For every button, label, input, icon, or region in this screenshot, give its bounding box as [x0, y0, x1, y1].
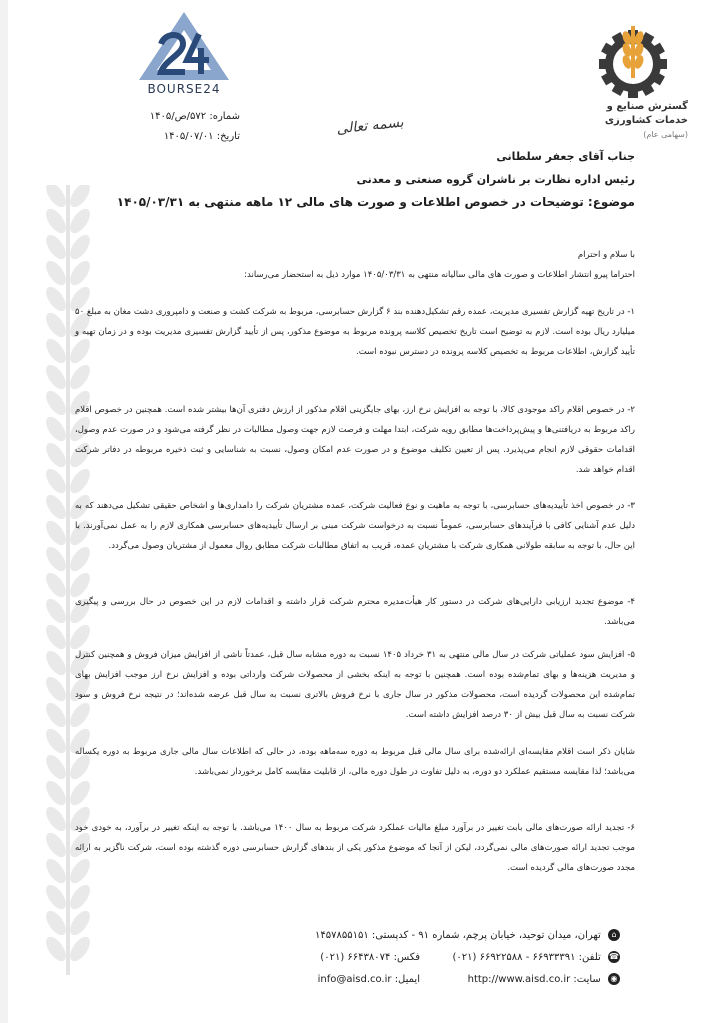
- recipient-title: رئیس اداره نظارت بر ناشران گروه صنعتی و معدنی: [356, 173, 635, 186]
- footer-email-value[interactable]: info@aisd.co.ir: [317, 974, 392, 985]
- basmala-heading: بسمه تعالی: [335, 114, 405, 138]
- body-paragraph-5: ۵- افزایش سود عملیاتی شرکت در سال مالی منتهی به ۳۱ خرداد ۱۴۰۵ نسبت به دوره مشابه سال قبل، عمدتاً ناشی از افزایش میزان فروش و همچنین کنترل و مدیریت هزینه‌ها و بهای تمام‌شده بوده است. همچنین با توجه به اینکه بخشی از محصولات شرکت وارداتی بوده و افزایش نرخ ارز موجب افزایش بهای تمام‌شده این محصولات گردیده است، محصولات مذکور در سال جاری با نرخ فروش بالاتری نسبت به سال قبل عرضه شده‌اند؛ در نتیجه نرخ فروش و سود شرکت نسبت به سال قبل بیش از ۳۰ درصد افزایش داشته است.: [75, 650, 635, 720]
- bourse24-logo-text: BOURSE24: [147, 82, 221, 96]
- body-paragraph-note: شایان ذکر است اقلام مقایسه‌ای ارائه‌شده برای سال مالی قبل مربوط به دوره سه‌ماهه بوده، در حالی که اطلاعات سال مالی جاری مربوط به دوره یکساله می‌باشد؛ لذا مقایسه مستقیم عملکرد دو دوره، به دلیل تفاوت در طول دوره مالی، از قابلیت مقایسه کامل برخوردار نمی‌باشد.: [75, 747, 635, 777]
- footer-phone-row: [290, 947, 620, 969]
- footer-site-label: سایت:: [573, 974, 601, 985]
- body-paragraph-1: ۱- در تاریخ تهیه گزارش تفسیری مدیریت، عمده رقم تشکیل‌دهنده بند ۶ گزارش حسابرسی، مربوط به شرکت کشت و صنعت و دامپروری دشت مغان به مبلغ ۵۰ میلیارد ریال بوده است. لازم به توضیح است تاریخ تخصیص کلاسه پرونده مربوط به موضوع مذکور، پس از تأیید گزارش تفسیری مدیریت بوده و در زمان تهیه و تأیید گزارش، اطلاعات مربوط به تخصیص کلاسه پرونده در دسترس نبوده است.: [75, 307, 635, 357]
- letterhead-footer: [290, 925, 620, 991]
- company-gear-logo: [585, 18, 681, 98]
- letter-intro: احتراما پیرو انتشار اطلاعات و صورت های مالی سالیانه منتهی به ۱۴۰۵/۰۳/۳۱ موارد ذیل به استحضار می‌رساند:: [244, 270, 635, 280]
- page-edge-strip: [0, 0, 8, 1023]
- footer-web-row: [290, 969, 620, 991]
- company-type: (سهامی عام): [643, 130, 688, 139]
- letter-date: [150, 131, 240, 142]
- footer-phone-value: ۶۶۹۳۳۳۹۱ - ۶۶۹۲۲۵۸۸ (۰۲۱): [452, 952, 576, 963]
- letter-number-label: شماره:: [209, 111, 240, 122]
- footer-address-row: [290, 925, 620, 947]
- company-name: [578, 100, 688, 142]
- footer-fax-value: ۶۶۴۳۸۰۷۴ (۰۲۱): [320, 952, 391, 963]
- letter-greeting: با سلام و احترام: [577, 250, 635, 260]
- letter-date-label: تاریخ:: [216, 131, 240, 142]
- footer-address: تهران، میدان توحید، خیابان پرچم، شماره ۹۱ - کدپستی: ۱۴۵۷۸۵۵۱۵۱: [314, 930, 601, 941]
- footer-fax-label: فکس:: [393, 952, 420, 963]
- footer-email-label: ایمیل:: [394, 974, 420, 985]
- footer-phone-label: تلفن:: [578, 952, 601, 963]
- letter-date-value: ۱۴۰۵/۰۷/۰۱: [163, 131, 214, 142]
- body-paragraph-3: ۳- در خصوص اخذ تأییدیه‌های حسابرسی، با توجه به ماهیت و نوع فعالیت شرکت، عمده مشتریان شرکت را دامداری‌ها و اشخاص حقیقی تشکیل می‌دهند که به دلیل عدم آشنایی کافی با فرآیندهای حسابرسی، عموماً نسبت به درخواست شرکت مبنی بر ارسال تأییدیه‌های حسابرسی همکاری لازم را به عمل نمی‌آورند. با این حال، با توجه به سابقه طولانی همکاری شرکت با مشتریان عمده، قریب به اتفاق مطالبات شرکت مطابق روال معمول از مشتریان وصول می‌گردد.: [75, 501, 635, 551]
- letter-number-value: ۵۷۲/ص/۱۴۰۵: [149, 111, 207, 122]
- bourse24-mark-icon: [135, 8, 233, 84]
- letter-number: [150, 111, 240, 122]
- phone-icon: ☎: [609, 952, 619, 961]
- company-name-line2: خدمات کشاورزی: [604, 115, 688, 126]
- globe-icon: ◉: [608, 973, 620, 985]
- body-paragraph-2: ۲- در خصوص اقلام راکد موجودی کالا، با توجه به افزایش نرخ ارز، بهای جایگزینی اقلام مذکور از ارزش دفتری آن‌ها بیشتر شده است. همچنین در خصوص اقلام راکد مربوط به دریافتنی‌ها و پیش‌پرداخت‌ها مطابق رویه شرکت، ابتدا مهلت و فرصت لازم جهت وصول مطالبات در نظر گرفته می‌شود و در صورت عدم وصول، اقدامات حقوقی لازم انجام می‌پذیرد. پس از تعیین تکلیف موضوع و در صورت عدم امکان وصول، نسبت به شناسایی و ثبت ذخیره مربوطه در دفاتر شرکت اقدام خواهد شد.: [75, 405, 635, 475]
- letter-salutation: جناب آقای جعفر سلطانی: [496, 150, 635, 163]
- body-paragraph-6: ۶- تجدید ارائه صورت‌های مالی بابت تغییر در برآورد مبلغ مالیات عملکرد شرکت مربوط به سال ۱۴۰۰ می‌باشد. با توجه به اینکه تغییر در برآورد، به خودی خود موجب تجدید ارائه صورت‌های مالی نمی‌گردد، لیکن از آنجا که موضوع مذکور یکی از بندهای گزارش حسابرسی دوره گذشته بوده است، شرکت ناگزیر به ارائه مجدد صورت‌های مالی گردیده است.: [75, 823, 635, 873]
- bourse24-logo: [135, 8, 233, 100]
- body-paragraph-4: ۴- موضوع تجدید ارزیابی دارایی‌های شرکت در دستور کار هیأت‌مدیره محترم شرکت قرار داشته و اقدامات لازم در این خصوص در حال بررسی و پیگیری می‌باشد.: [75, 597, 635, 627]
- letter-subject: موضوع: توضیحات در خصوص اطلاعات و صورت های مالی ۱۲ ماهه منتهی به ۱۴۰۵/۰۳/۳۱: [116, 195, 635, 209]
- footer-site-value[interactable]: http://www.aisd.co.ir: [467, 974, 571, 985]
- company-name-line1: گسترش صنایع و: [606, 101, 688, 112]
- location-pin-icon: ⌂: [608, 929, 620, 941]
